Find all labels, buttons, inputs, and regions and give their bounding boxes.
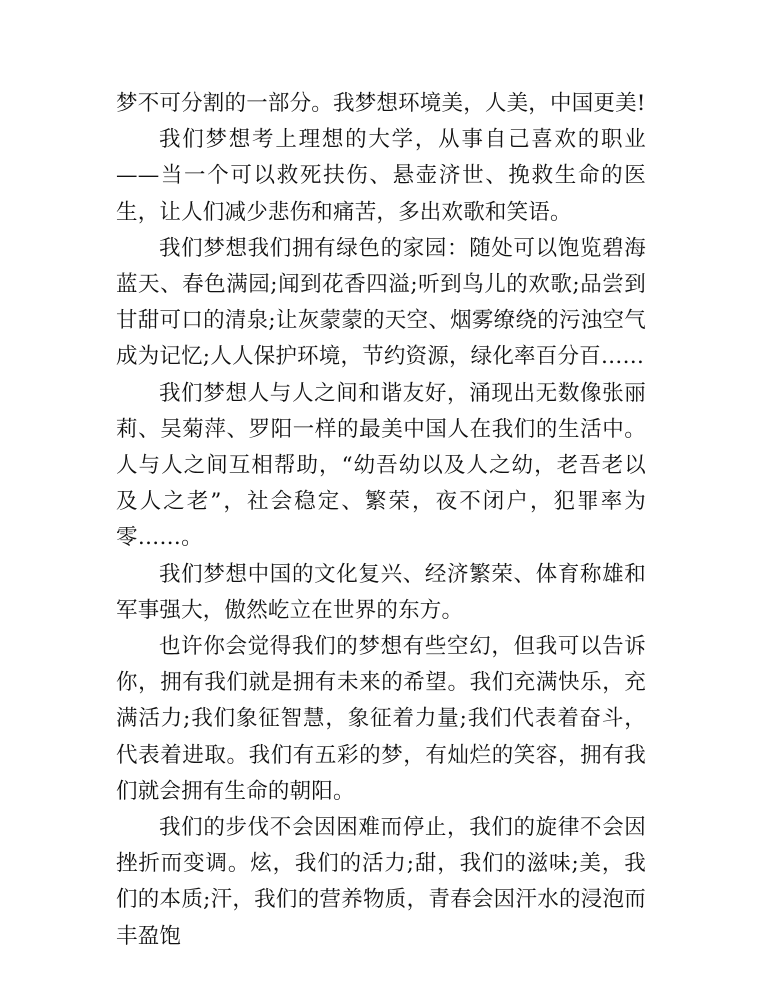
paragraph-4: 我们梦想人与人之间和谐友好，涌现出无数像张丽莉、吴菊萍、罗阳一样的最美中国人在我们的生活中。人与人之间互相帮助，“幼吾幼以及人之幼，老吾老以及人之老”，社会稳定、繁荣，夜不闭户，犯罪率为零……。 — [116, 380, 646, 551]
document-page — [116, 86, 646, 955]
paragraph-2: 我们梦想考上理想的大学，从事自己喜欢的职业——当一个可以救死扶伤、悬壶济世、挽救生命的医生，让人们减少悲伤和痛苦，多出欢歌和笑语。 — [116, 127, 646, 225]
paragraph-6: 也许你会觉得我们的梦想有些空幻，但我可以告诉你，拥有我们就是拥有未来的希望。我们充满快乐，充满活力;我们象征智慧，象征着力量;我们代表着奋斗，代表着进取。我们有五彩的梦，有灿烂的笑容，拥有我们就会拥有生命的朝阳。 — [116, 634, 646, 804]
paragraph-3: 我们梦想我们拥有绿色的家园：随处可以饱览碧海蓝天、春色满园;闻到花香四溢;听到鸟儿的欢歌;品尝到甘甜可口的清泉;让灰蒙蒙的天空、烟雾缭绕的污浊空气成为记忆;人人保护环境，节约资源，绿化率百分百…… — [116, 235, 646, 370]
paragraph-1: 梦不可分割的一部分。我梦想环境美，人美，中国更美! — [116, 91, 646, 116]
paragraph-7: 我们的步伐不会因困难而停止，我们的旋律不会因挫折而变调。炫，我们的活力;甜，我们的滋味;美，我们的本质;汗，我们的营养物质，青春会因汗水的浸泡而丰盈饱 — [116, 815, 646, 949]
paragraph-5: 我们梦想中国的文化复兴、经济繁荣、体育称雄和军事强大，傲然屹立在世界的东方。 — [116, 561, 646, 623]
